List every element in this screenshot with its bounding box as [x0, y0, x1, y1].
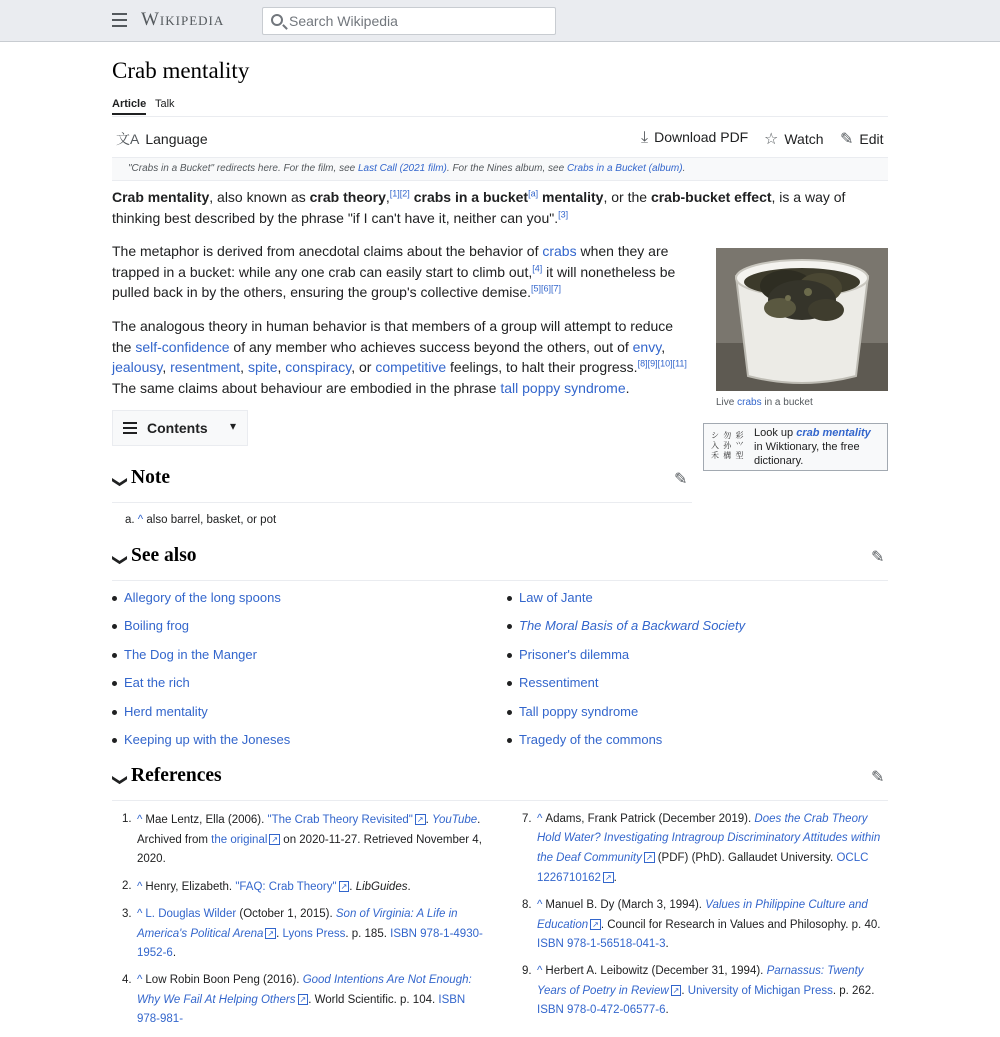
list-item — [507, 704, 745, 732]
chevron-up-icon[interactable]: ❮ — [110, 773, 128, 787]
ref-backlink[interactable]: ^ — [137, 974, 143, 986]
caption-link-crabs[interactable]: crabs — [737, 397, 762, 408]
hatnote-link-film[interactable]: Last Call (2021 film) — [357, 163, 447, 174]
link-conspiracy[interactable]: conspiracy — [285, 359, 352, 375]
wiktionary-link[interactable]: crab mentality — [796, 427, 871, 439]
hatnote — [112, 157, 888, 181]
ref-text: . p. 262. — [832, 985, 875, 997]
see-also-link[interactable]: Law of Jante — [519, 590, 593, 605]
see-also-link[interactable]: The Dog in the Manger — [124, 646, 257, 662]
ref-text: . — [425, 814, 432, 826]
ref-link[interactable]: "FAQ: Crab Theory" ↗ — [235, 881, 349, 893]
section-title-see-also[interactable]: See also — [131, 545, 197, 566]
ref-backlink[interactable]: ^ — [137, 814, 143, 826]
ref-link[interactable]: Lyons Press — [282, 928, 346, 940]
ref-text: (PDF) (PhD). Gallaudet University. — [654, 852, 837, 864]
wiktionary-box — [703, 423, 888, 471]
download-pdf-button[interactable] — [641, 129, 748, 147]
text: , or the — [603, 189, 651, 205]
list-item — [112, 618, 290, 646]
see-also-link[interactable]: The Moral Basis of a Backward Society — [519, 618, 746, 634]
ref-text: (October 1, 2015). — [236, 908, 336, 920]
page-toolbar — [112, 126, 888, 154]
bucket-illustration — [716, 248, 888, 391]
link-tall-poppy-syndrome[interactable]: tall poppy syndrome — [500, 379, 626, 396]
search-box[interactable] — [262, 7, 556, 35]
isbn-link[interactable]: ISBN 978-1-4930-1952-6 — [137, 928, 483, 959]
ref-link[interactable]: University of Michigan Press — [687, 985, 833, 997]
text: , — [277, 359, 286, 375]
text: , — [661, 338, 666, 355]
crab-bucket-photo[interactable] — [716, 248, 888, 391]
hatnote-text: "Crabs in a Bucket" redirects here. For the film, see — [128, 163, 358, 174]
text: it will nonetheless be pulled back in by the others, ensuring the group's collective demise. — [112, 263, 676, 300]
ref-link[interactable]: Does the Crab Theory Hold Water? Investigating Intragroup Discriminatory Attitudes within the Deaf Community ↗ — [537, 813, 880, 864]
section-note — [112, 467, 692, 503]
section-references — [112, 765, 888, 801]
lead-paragraph-2 — [112, 241, 692, 303]
list-item — [112, 590, 290, 618]
ref-text: . Archived from — [137, 814, 481, 846]
link-jealousy[interactable]: jealousy — [112, 359, 163, 375]
citation-link[interactable]: [2] — [399, 188, 410, 199]
tab-article[interactable]: Article — [112, 98, 146, 115]
bold-term: crabs in a bucket — [413, 189, 529, 205]
section-title-references[interactable]: References — [131, 765, 222, 786]
text: , is a way of thinking best described by the phrase "if I can't have it, neither can you". — [112, 189, 846, 226]
ref-number: 7. — [522, 813, 532, 825]
ref-number: 4. — [122, 974, 132, 986]
list-item — [112, 675, 290, 703]
reference-item — [122, 877, 487, 897]
see-also-link[interactable]: Eat the rich — [124, 675, 190, 691]
chevron-up-icon[interactable]: ❮ — [110, 553, 128, 567]
oclc-link[interactable]: OCLC 1226710162 ↗ — [537, 852, 868, 884]
list-item — [507, 590, 745, 618]
ref-text: Low Robin Boon Peng (2016). — [145, 974, 303, 986]
see-also-link[interactable]: Keeping up with the Joneses — [124, 731, 291, 747]
reference-item — [122, 905, 487, 963]
hatnote-text: . — [682, 163, 686, 174]
see-also-link[interactable]: Herd mentality — [124, 703, 208, 719]
bold-term: Crab mentality — [112, 189, 210, 205]
wiktionary-text: in Wiktionary, the free dictionary. — [754, 441, 860, 467]
section-see-also — [112, 545, 888, 581]
pencil-icon[interactable]: ✎ — [871, 549, 885, 566]
citation-link[interactable]: [4] — [532, 262, 543, 273]
ref-text: . — [349, 881, 356, 893]
bold-term: crab theory — [309, 189, 386, 205]
ref-text: . World Scientific. p. 104. — [308, 994, 439, 1006]
note-text: also barrel, basket, or pot — [146, 514, 277, 526]
hatnote-text: . For the Nines album, see — [446, 163, 567, 174]
bold-term: crab-bucket effect — [650, 189, 772, 205]
search-icon — [271, 14, 283, 26]
see-also-link[interactable]: Prisoner's dilemma — [519, 646, 630, 662]
ref-text: Adams, Frank Patrick (December 2019). — [545, 813, 755, 825]
edit-label: Edit — [859, 131, 884, 147]
reference-item — [122, 971, 487, 1029]
lead-paragraph-3 — [112, 316, 692, 398]
text: , — [385, 189, 390, 205]
text: of any member who achieves success beyond the others, out of — [229, 338, 633, 355]
list-item — [112, 704, 290, 732]
text: The same claims about behaviour are embodied in the phrase — [112, 379, 501, 396]
text: , also known as — [209, 189, 310, 205]
ref-link[interactable]: Son of Virginia: A Life in America's Political Arena ↗ — [137, 908, 458, 940]
download-icon: ⤓ — [641, 129, 649, 146]
wiktionary-logo-icon: シ 勿 彩 入 孙 ⺍ 禾 構 型 — [711, 431, 745, 460]
references-column-2 — [522, 810, 887, 1028]
image-caption — [716, 397, 813, 408]
text: when they are trapped in a bucket: while any one crab can easily start to climb out, — [112, 243, 669, 280]
ref-number: 2. — [122, 880, 132, 892]
isbn-link[interactable]: ISBN 978-0-472-06577-6 — [537, 1004, 666, 1016]
pencil-icon[interactable]: ✎ — [871, 769, 885, 786]
references-column-1 — [122, 810, 487, 1037]
link-competitive[interactable]: competitive — [375, 359, 447, 375]
ref-text: . — [407, 881, 411, 893]
note-item — [125, 514, 276, 526]
citation-link[interactable]: [1] — [389, 188, 400, 199]
note-backlink[interactable]: ^ — [137, 514, 144, 526]
text: The analogous theory in human behavior is that members of a group will attempt to reduce the — [112, 318, 674, 355]
ref-text: . — [681, 985, 688, 997]
contents-toggle[interactable] — [112, 410, 248, 446]
chevron-down-icon: ▾ — [230, 419, 237, 433]
ref-text: on 2020-11-27. Retrieved November 4, 2020. — [137, 834, 482, 865]
see-also-link[interactable]: Tall poppy syndrome — [519, 703, 639, 719]
ref-text: . Council for Research in Values and Philosophy. p. 40. — [600, 919, 881, 931]
search-input[interactable] — [289, 8, 549, 34]
ref-link[interactable]: YouTube — [431, 814, 478, 826]
reference-item — [122, 810, 487, 869]
see-also-link[interactable]: Ressentiment — [519, 675, 599, 691]
ref-text: . — [172, 947, 177, 959]
footnote-link[interactable]: [a] — [528, 188, 539, 199]
reference-item — [522, 810, 887, 888]
caption-text: in a bucket — [761, 397, 813, 408]
ref-text: Mae Lentz, Ella (2006). — [145, 814, 268, 826]
ref-link[interactable]: Parnassus: Twenty Years of Poetry in Review ↗ — [537, 965, 864, 997]
pencil-icon: ✎ — [840, 131, 854, 148]
namespace-tabs — [112, 97, 888, 117]
translate-icon: 文A — [116, 131, 140, 147]
ref-text: Henry, Elizabeth. — [145, 881, 236, 893]
see-also-link[interactable]: Boiling frog — [124, 618, 190, 634]
see-also-link[interactable]: Allegory of the long spoons — [124, 590, 281, 605]
text: . — [625, 379, 630, 396]
list-item — [507, 618, 745, 646]
star-icon: ☆ — [764, 131, 779, 148]
ref-backlink[interactable]: ^ — [137, 908, 143, 920]
ref-backlink[interactable]: ^ — [537, 899, 543, 911]
caption-text: Live — [716, 397, 738, 408]
list-item — [507, 732, 745, 760]
ref-number: 1. — [122, 813, 132, 825]
reference-item — [522, 962, 887, 1020]
citation-link[interactable]: [3] — [558, 208, 569, 219]
link-envy[interactable]: envy — [632, 338, 662, 355]
language-button[interactable] — [116, 129, 208, 149]
list-item — [112, 732, 290, 760]
list-item — [112, 647, 290, 675]
ref-number: 3. — [122, 908, 132, 920]
tab-talk[interactable]: Talk — [155, 98, 175, 110]
link-resentment[interactable]: resentment — [170, 359, 241, 375]
wikipedia-wordmark[interactable]: Wikipedia — [141, 9, 225, 30]
link-spite[interactable]: spite — [247, 359, 278, 375]
text: , — [240, 359, 248, 375]
ref-work-title: LibGuides — [355, 881, 408, 893]
note-marker: a. — [125, 514, 135, 526]
ref-text: . — [665, 1004, 669, 1016]
ref-backlink[interactable]: ^ — [537, 965, 543, 977]
ref-text: . — [276, 928, 283, 940]
ref-text: Herbert A. Leibowitz (December 31, 1994). — [545, 965, 767, 977]
ref-number: 9. — [522, 965, 532, 977]
ref-link[interactable]: Good Intentions Are Not Enough: Why We Fail At Helping Others ↗ — [137, 974, 472, 1006]
text: feelings, to halt their progress. — [446, 359, 638, 375]
ref-text: Manuel B. Dy (March 3, 1994). — [545, 899, 706, 911]
text: , or — [351, 359, 376, 375]
text: The metaphor is derived from anecdotal claims about the behavior of — [112, 243, 543, 259]
ref-text: . — [613, 872, 617, 884]
contents-label: Contents — [147, 420, 208, 436]
chevron-up-icon[interactable]: ❮ — [110, 475, 128, 489]
ref-link[interactable]: "The Crab Theory Revisited" ↗ — [268, 814, 426, 826]
hatnote-link-album[interactable]: Crabs in a Bucket (album) — [566, 163, 683, 174]
edit-button[interactable] — [840, 129, 884, 149]
see-also-column-2 — [507, 590, 745, 760]
ref-text: . p. 185. — [345, 928, 391, 940]
wiktionary-text: Look up — [754, 427, 797, 439]
ref-backlink[interactable]: ^ — [537, 813, 543, 825]
ref-link[interactable]: Values in Philippine Culture and Education ↗ — [537, 899, 868, 931]
lead-paragraph-1 — [112, 187, 888, 228]
isbn-link[interactable]: ISBN 978-1-56518-041-3 — [537, 938, 666, 950]
hamburger-menu-icon[interactable] — [112, 13, 127, 27]
citation-link[interactable]: [8][9][10][11] — [637, 358, 687, 369]
download-pdf-label: Download PDF — [654, 129, 749, 145]
link-self-confidence[interactable]: self-confidence — [135, 338, 230, 355]
bold-term: mentality — [542, 189, 604, 205]
isbn-link[interactable]: ISBN 978-981- — [137, 994, 466, 1025]
watch-button[interactable] — [764, 129, 824, 149]
language-label: Language — [145, 131, 208, 147]
section-title-note[interactable]: Note — [131, 467, 170, 488]
ref-text: . — [665, 938, 669, 950]
reference-item — [522, 896, 887, 954]
see-also-column-1 — [112, 590, 290, 760]
watch-label: Watch — [784, 131, 824, 147]
page-title: Crab mentality — [112, 58, 250, 83]
top-header — [0, 0, 1000, 42]
list-item — [507, 647, 745, 675]
pencil-icon[interactable]: ✎ — [674, 471, 688, 488]
ref-number: 8. — [522, 899, 532, 911]
ref-backlink[interactable]: ^ — [137, 881, 143, 893]
see-also-link[interactable]: Tragedy of the commons — [519, 731, 663, 747]
link-crabs[interactable]: crabs — [542, 243, 577, 259]
list-item — [507, 675, 745, 703]
ref-author-link[interactable]: L. Douglas Wilder — [145, 908, 237, 920]
list-icon — [123, 422, 137, 434]
citation-link[interactable]: [5][6][7] — [531, 283, 562, 294]
ref-link[interactable]: the original ↗ — [211, 834, 280, 846]
text: , — [162, 359, 171, 375]
